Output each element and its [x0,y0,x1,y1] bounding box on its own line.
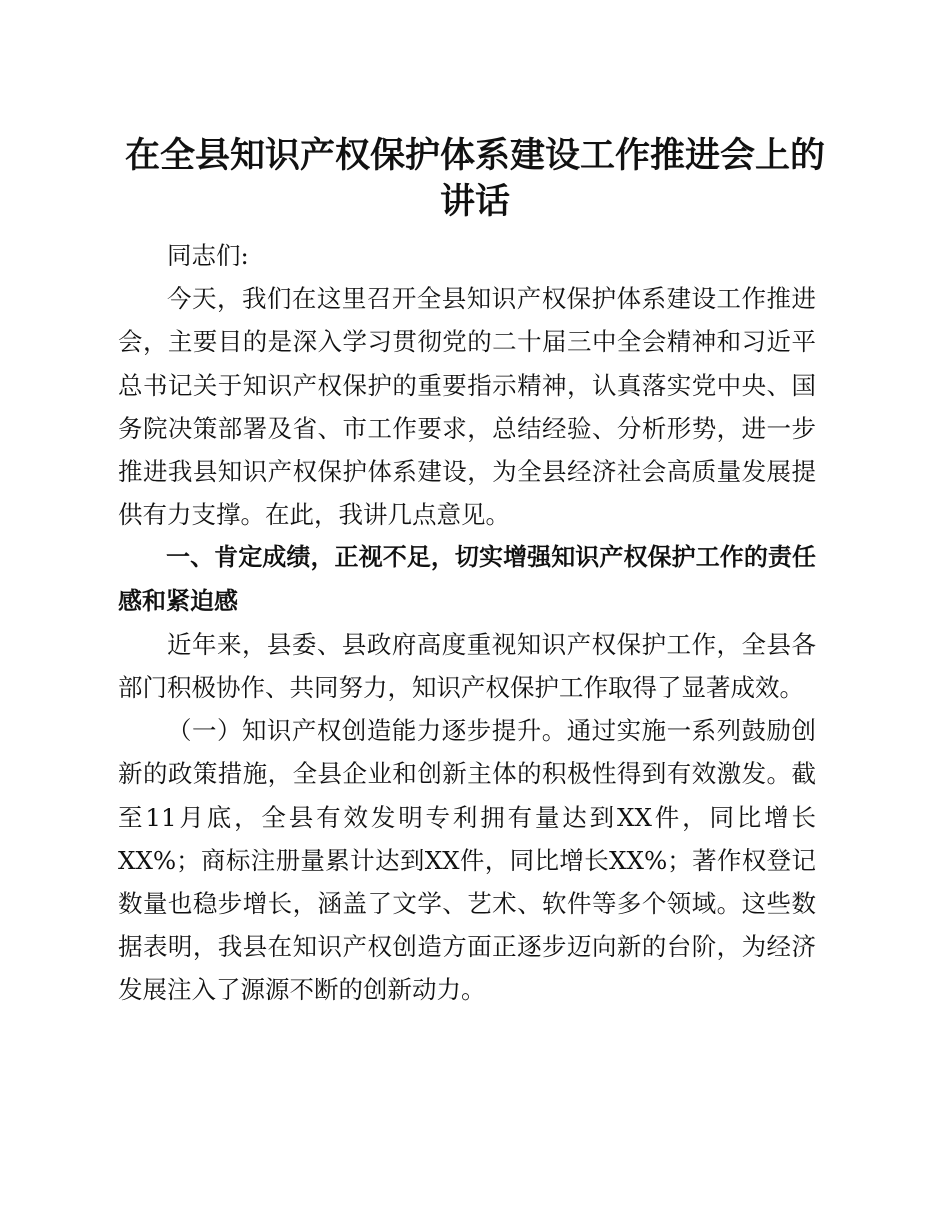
subsection-1-lead: （一）知识产权创造能力逐步提升。 [167,716,567,746]
section-1-heading: 一、肯定成绩，正视不足，切实增强知识产权保护工作的责任感和紧迫感 [118,543,816,615]
subsection-1-body: 通过实施一系列鼓励创新的政策措施，全县企业和创新主体的积极性得到有效激发。截至11月底，全县有效发明专利拥有量达到XX件，同比增长XX%；商标注册量累计达到XX件，同比增长XX%；著作权登记数量也稳步增长，涵盖了文学、艺术、软件等多个领域。这些数据表明，我县在知识产权创造方面正逐步迈向新的台阶，为经济发展注入了源源不断的创新动力。 [118,716,817,1005]
document-title-line-1: 在全县知识产权保护体系建设工作推进会上的 [124,135,825,176]
document-title-line-2: 讲话 [439,181,510,222]
document-body [118,234,816,1012]
section-1-intro-paragraph: 近年来，县委、县政府高度重视知识产权保护工作，全县各部门积极协作、共同努力，知识产权保护工作取得了显著成效。 [118,629,816,703]
subsection-1-paragraph [118,709,816,1011]
intro-paragraph: 今天，我们在这里召开全县知识产权保护体系建设工作推进会，主要目的是深入学习贯彻党的二十届三中全会精神和习近平总书记关于知识产权保护的重要指示精神，认真落实党中央、国务院决策部署及省、市工作要求，总结经验、分析形势，进一步推进我县知识产权保护体系建设，为全县经济社会高质量发展提供有力支撑。在此，我讲几点意见。 [118,284,816,530]
salutation: 同志们: [167,241,249,270]
